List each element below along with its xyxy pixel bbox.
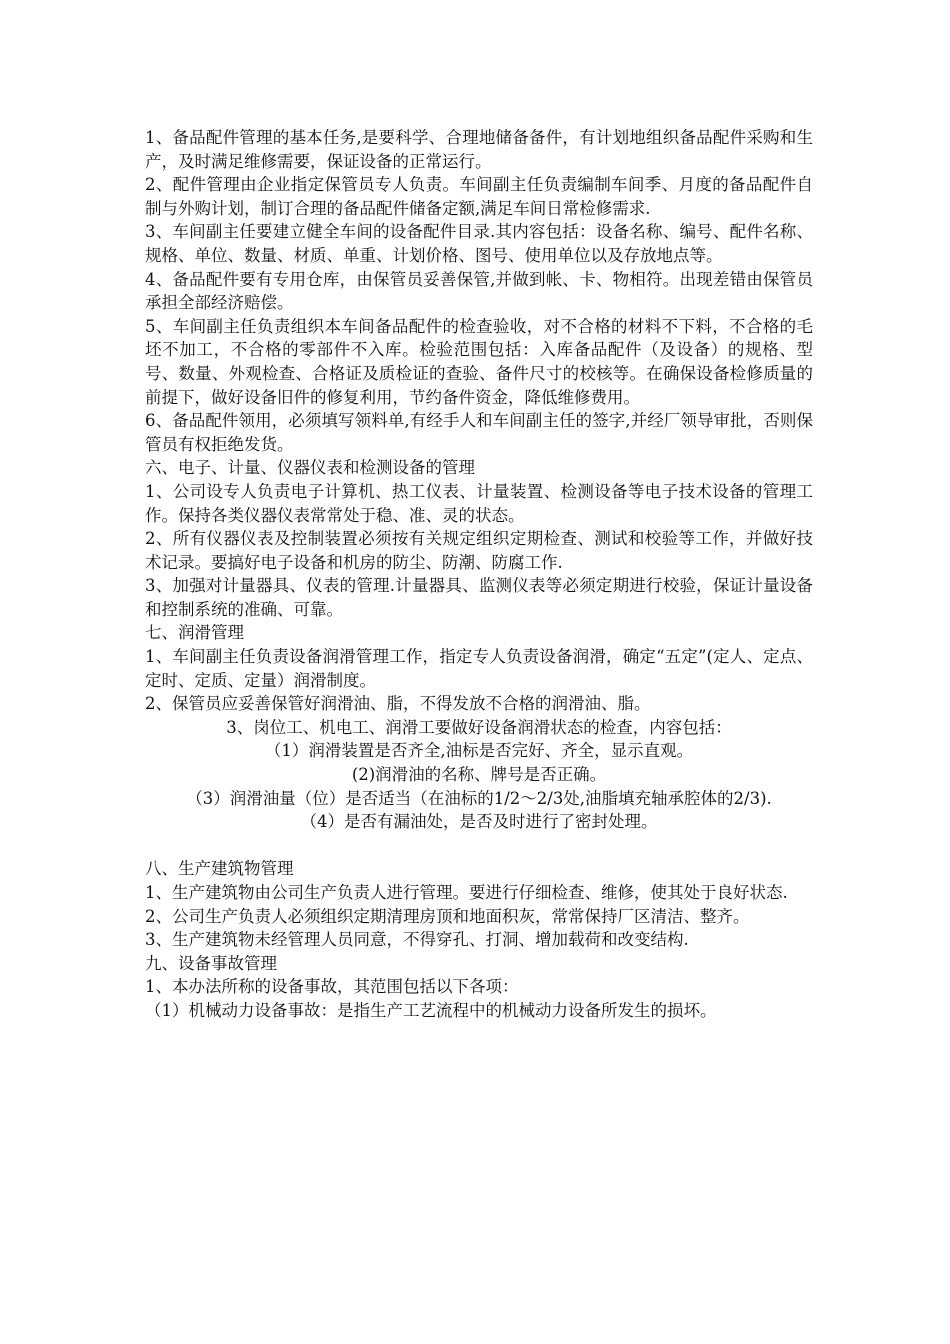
paragraph-spare-parts-1: 1、备品配件管理的基本任务,是要科学、合理地储备备件，有计划地组织备品配件采购和生产，及时满足维修需要，保证设备的正常运行。 (145, 128, 813, 171)
paragraph-buildings-3: 3、生产建筑物未经管理人员同意，不得穿孔、打洞、增加载荷和改变结构. (145, 930, 689, 950)
paragraph-spare-parts-5: 5、车间副主任负责组织本车间备品配件的检查验收，对不合格的材料不下料，不合格的毛坯不加工，不合格的零部件不入库。检验范围包括：入库备品配件（及设备）的规格、型号、数量、外观检查、合格证及质检证的查验、备件尺寸的校核等。在确保设备检修质量的前提下，做好设备旧件的修复利用，节约备件资金，降低维修费用。 (145, 316, 813, 407)
paragraph-spare-parts-3: 3、车间副主任要建立健全车间的设备配件目录.其内容包括：设备名称、编号、配件名称、规格、单位、数量、材质、单重、计划价格、图号、使用单位以及存放地点等。 (145, 222, 813, 265)
list-item-lubrication-check-4: （4）是否有漏油处，是否及时进行了密封处理。 (300, 812, 658, 832)
blank-line (145, 834, 813, 858)
list-item-lubrication-check-2: (2)润滑油的名称、牌号是否正确。 (351, 765, 607, 785)
paragraph-spare-parts-4: 4、备品配件要有专用仓库，由保管员妥善保管,并做到帐、卡、物相符。出现差错由保管员承担全部经济赔偿。 (145, 269, 813, 313)
list-item-lubrication-check-1: （1）润滑装置是否齐全,油标是否完好、齐全，显示直观。 (264, 741, 694, 761)
paragraph-lubrication-3: 3、岗位工、机电工、润滑工要做好设备润滑状态的检查，内容包括： (226, 717, 732, 737)
paragraph-spare-parts-2: 2、配件管理由企业指定保管员专人负责。车间副主任负责编制车间季、月度的备品配件自制与外购计划，制订合理的备品配件储备定额,满足车间日常检修需求. (145, 175, 813, 218)
document-page (145, 126, 813, 1023)
section-heading-accidents: 九、设备事故管理 (145, 953, 277, 973)
paragraph-buildings-1: 1、生产建筑物由公司生产负责人进行管理。要进行仔细检查、维修，使其处于良好状态. (145, 883, 788, 902)
section-heading-lubrication: 七、润滑管理 (145, 623, 244, 643)
paragraph-spare-parts-6: 6、备品配件领用，必须填写领料单,有经手人和车间副主任的签字,并经厂领导审批，否则保管员有权拒绝发货。 (145, 411, 813, 454)
paragraph-instruments-2: 2、所有仪器仪表及控制装置必须按有关规定组织定期检查、测试和校验等工作，并做好技术记录。要搞好电子设备和机房的防尘、防潮、防腐工作. (145, 529, 813, 572)
paragraph-instruments-3: 3、加强对计量器具、仪表的管理.计量器具、监测仪表等必须定期进行校验，保证计量设备和控制系统的准确、可靠。 (145, 576, 813, 619)
paragraph-lubrication-1: 1、车间副主任负责设备润滑管理工作，指定专人负责设备润滑，确定“五定”(定人、定点、定时、定质、定量）润滑制度。 (145, 647, 813, 690)
paragraph-buildings-2: 2、公司生产负责人必须组织定期清理房顶和地面积灰，常常保持厂区清洁、整齐。 (145, 906, 750, 926)
paragraph-instruments-1: 1、公司设专人负责电子计算机、热工仪表、计量装置、检测设备等电子技术设备的管理工作。保持各类仪器仪表常常处于稳、准、灵的状态。 (145, 481, 813, 525)
section-heading-buildings: 八、生产建筑物管理 (145, 859, 294, 879)
paragraph-lubrication-2: 2、保管员应妥善保管好润滑油、脂，不得发放不合格的润滑油、脂。 (145, 694, 651, 714)
paragraph-accidents-1: 1、本办法所称的设备事故，其范围包括以下各项： (145, 977, 519, 997)
list-item-accidents-1: （1）机械动力设备事故：是指生产工艺流程中的机械动力设备所发生的损坏。 (145, 1000, 717, 1020)
section-heading-instruments: 六、电子、计量、仪器仪表和检测设备的管理 (145, 458, 475, 478)
list-item-lubrication-check-3: （3）润滑油量（位）是否适当（在油标的1/2～2/3处,油脂填充轴承腔体的2/3). (186, 788, 772, 808)
